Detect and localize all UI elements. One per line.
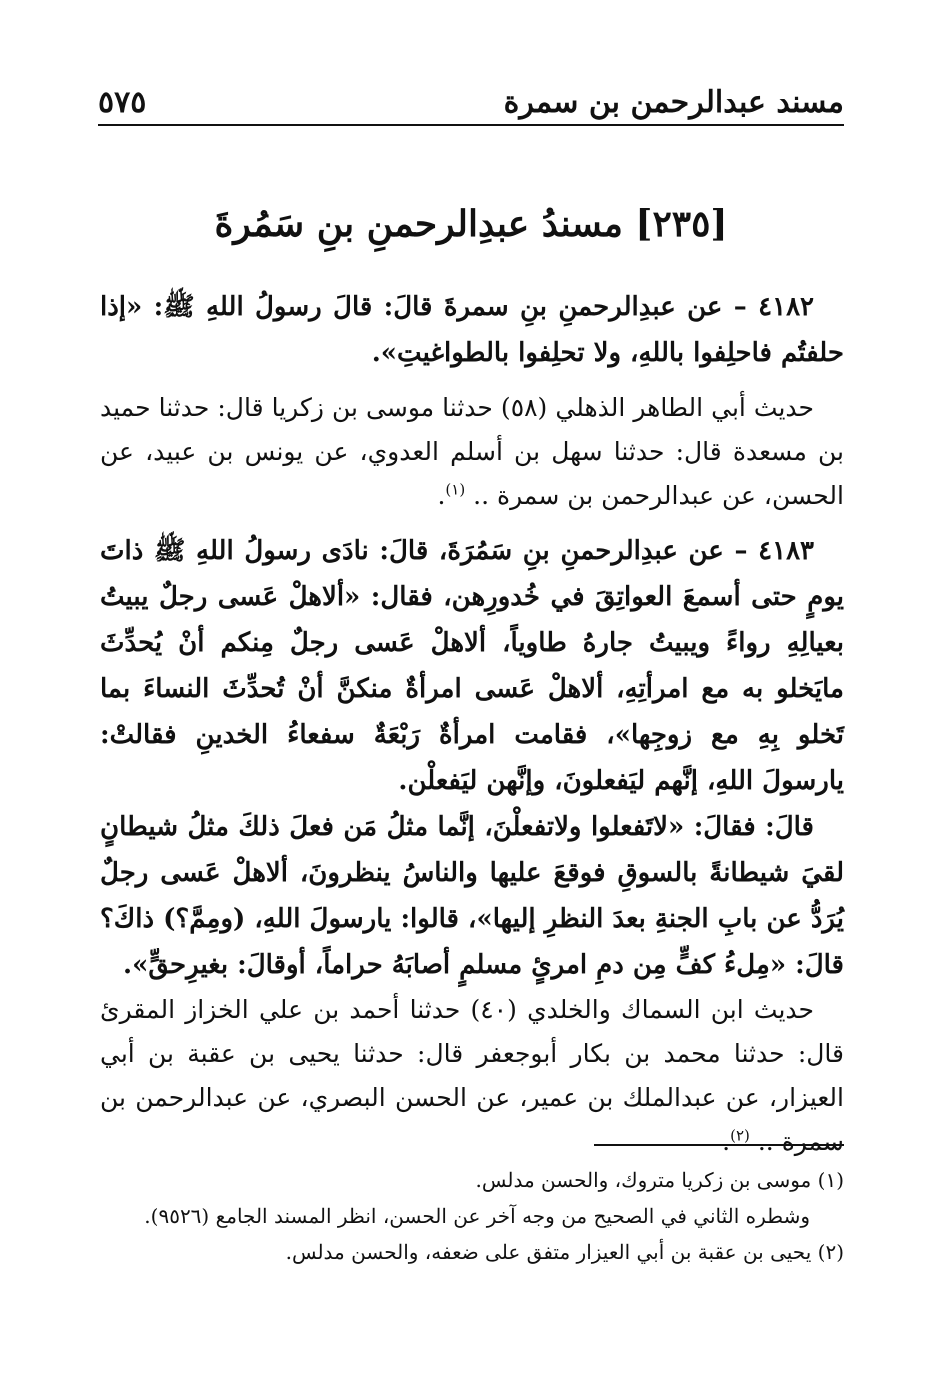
hadith-4182 (100, 284, 844, 376)
section-title: [٢٣٥] مسندُ عبدِالرحمنِ بنِ سَمُرةَ (214, 203, 728, 245)
isnad-4182: حديث أبي الطاهر الذهلي (٥٨) حدثنا موسى بن زكريا قال: حدثنا حميد بن مسعدة قال: حدثنا سهل بن أسلم العدوي، عن يونس بن عبيد، عن الحسن، عن عبدالرحمن بن سمرة .. $^{(١)}$. (100, 393, 844, 510)
footnote-ref: (٢) (730, 1126, 750, 1145)
page-number: ٥٧٥ (98, 85, 147, 120)
hadith-4183 (100, 528, 844, 804)
running-title: مسند عبدالرحمن بن سمرة (503, 85, 844, 120)
hadith-number: ٤١٨٣ (758, 536, 814, 566)
footnote-1-continuation: وشطره الثاني في الصحيح من وجه آخر عن الحسن، انظر المسند الجامع (٩٥٢٦). (144, 1204, 810, 1228)
footnote-ref: (١) (445, 480, 466, 499)
footnote-2: (٢) يحيى بن عقبة بن أبي العيزار متفق على ضعفه، والحسن مدلس. (285, 1240, 844, 1264)
isnad-text: حديث ابن السماك والخلدي (٤٠) حدثنا أحمد بن علي الخزاز المقرئ قال: حدثنا محمد بن بكار أبوجعفر قال: حدثنا يحيى بن عقبة بن أبي العيزار، عن عبدالملك بن عمير، عن الحسن البصري، عن عبدالرحمن بن سمرة .. (100, 995, 844, 1156)
isnad-4183: حديث ابن السماك والخلدي (٤٠) حدثنا أحمد بن علي الخزاز المقرئ قال: حدثنا محمد بن بكار أبوجعفر قال: حدثنا يحيى بن عقبة بن أبي العيزار، عن عبدالملك بن عمير، عن الحسن البصري، عن عبدالرحمن بن سمرة .. $^{(٢)}$. (100, 995, 844, 1156)
footnote-separator (594, 1144, 844, 1146)
isnad-text: حديث أبي الطاهر الذهلي (٥٨) حدثنا موسى بن زكريا قال: حدثنا حميد بن مسعدة قال: حدثنا سهل بن أسلم العدوي، عن يونس بن عبيد، عن الحسن، عن عبدالرحمن بن سمرة .. (100, 393, 844, 510)
hadith-text: – عن عبدِالرحمنِ بنِ سمرةَ قالَ: قالَ رسولُ اللهِ ﷺ: «إذا حلفتُم فاحلِفوا باللهِ، ولا تحلِفوا بالطواغيتِ». (100, 292, 844, 368)
footnote-1: (١) موسى بن زكريا متروك، والحسن مدلس. (475, 1168, 844, 1192)
hadith-number: ٤١٨٢ (758, 292, 814, 322)
body-text (100, 284, 844, 1164)
hadith-text: – عن عبدِالرحمنِ بنِ سَمُرَةَ، قالَ: نادَى رسولُ اللهِ ﷺ ذاتَ يومٍ حتى أسمعَ العواتِقَ في خُدورِهن، فقال: «ألاهلْ عَسى رجلٌ يبيتُ بعيالِهِ رواءً ويبيتُ جارهُ طاوياً، ألاهلْ عَسى رجلٌ مِنكم أنْ يُحدِّثَ مايَخلو به مع امرأتِهِ، ألاهلْ عَسى امرأةٌ منكنَّ أنْ تُحدِّثَ النساءَ بما تَخلو بِهِ مع زوجِها»، فقامت امرأةٌ رَبْعَةٌ سفعاءُ الخدينِ فقالتْ: يارسولَ اللهِ، إنَّهم ليَفعلونَ، وإنَّهن ليَفعلْن. (100, 536, 844, 796)
page-header (98, 80, 844, 126)
hadith-4183-continuation: قالَ: فقالَ: «لاتَفعلوا ولاتفعلْنَ، إنَّما مثلُ مَن فعلَ ذلكَ مثلُ شيطانٍ لقيَ شيطانةً بالسوقِ فوقعَ عليها والناسُ ينظرونَ، ألاهلْ عَسى رجلٌ يُرَدُّ عن بابِ الجنةِ بعدَ النظرِ إليها»، قالوا: يارسولَ اللهِ، (ومِمَّ؟) ذاكَ؟ قالَ: «مِلءُ كفٍّ مِن دمِ امرئٍ مسلمٍ أصابَهُ حراماً، أوقالَ: بغيرِحقٍّ». (100, 812, 844, 980)
footnotes (100, 1162, 844, 1270)
